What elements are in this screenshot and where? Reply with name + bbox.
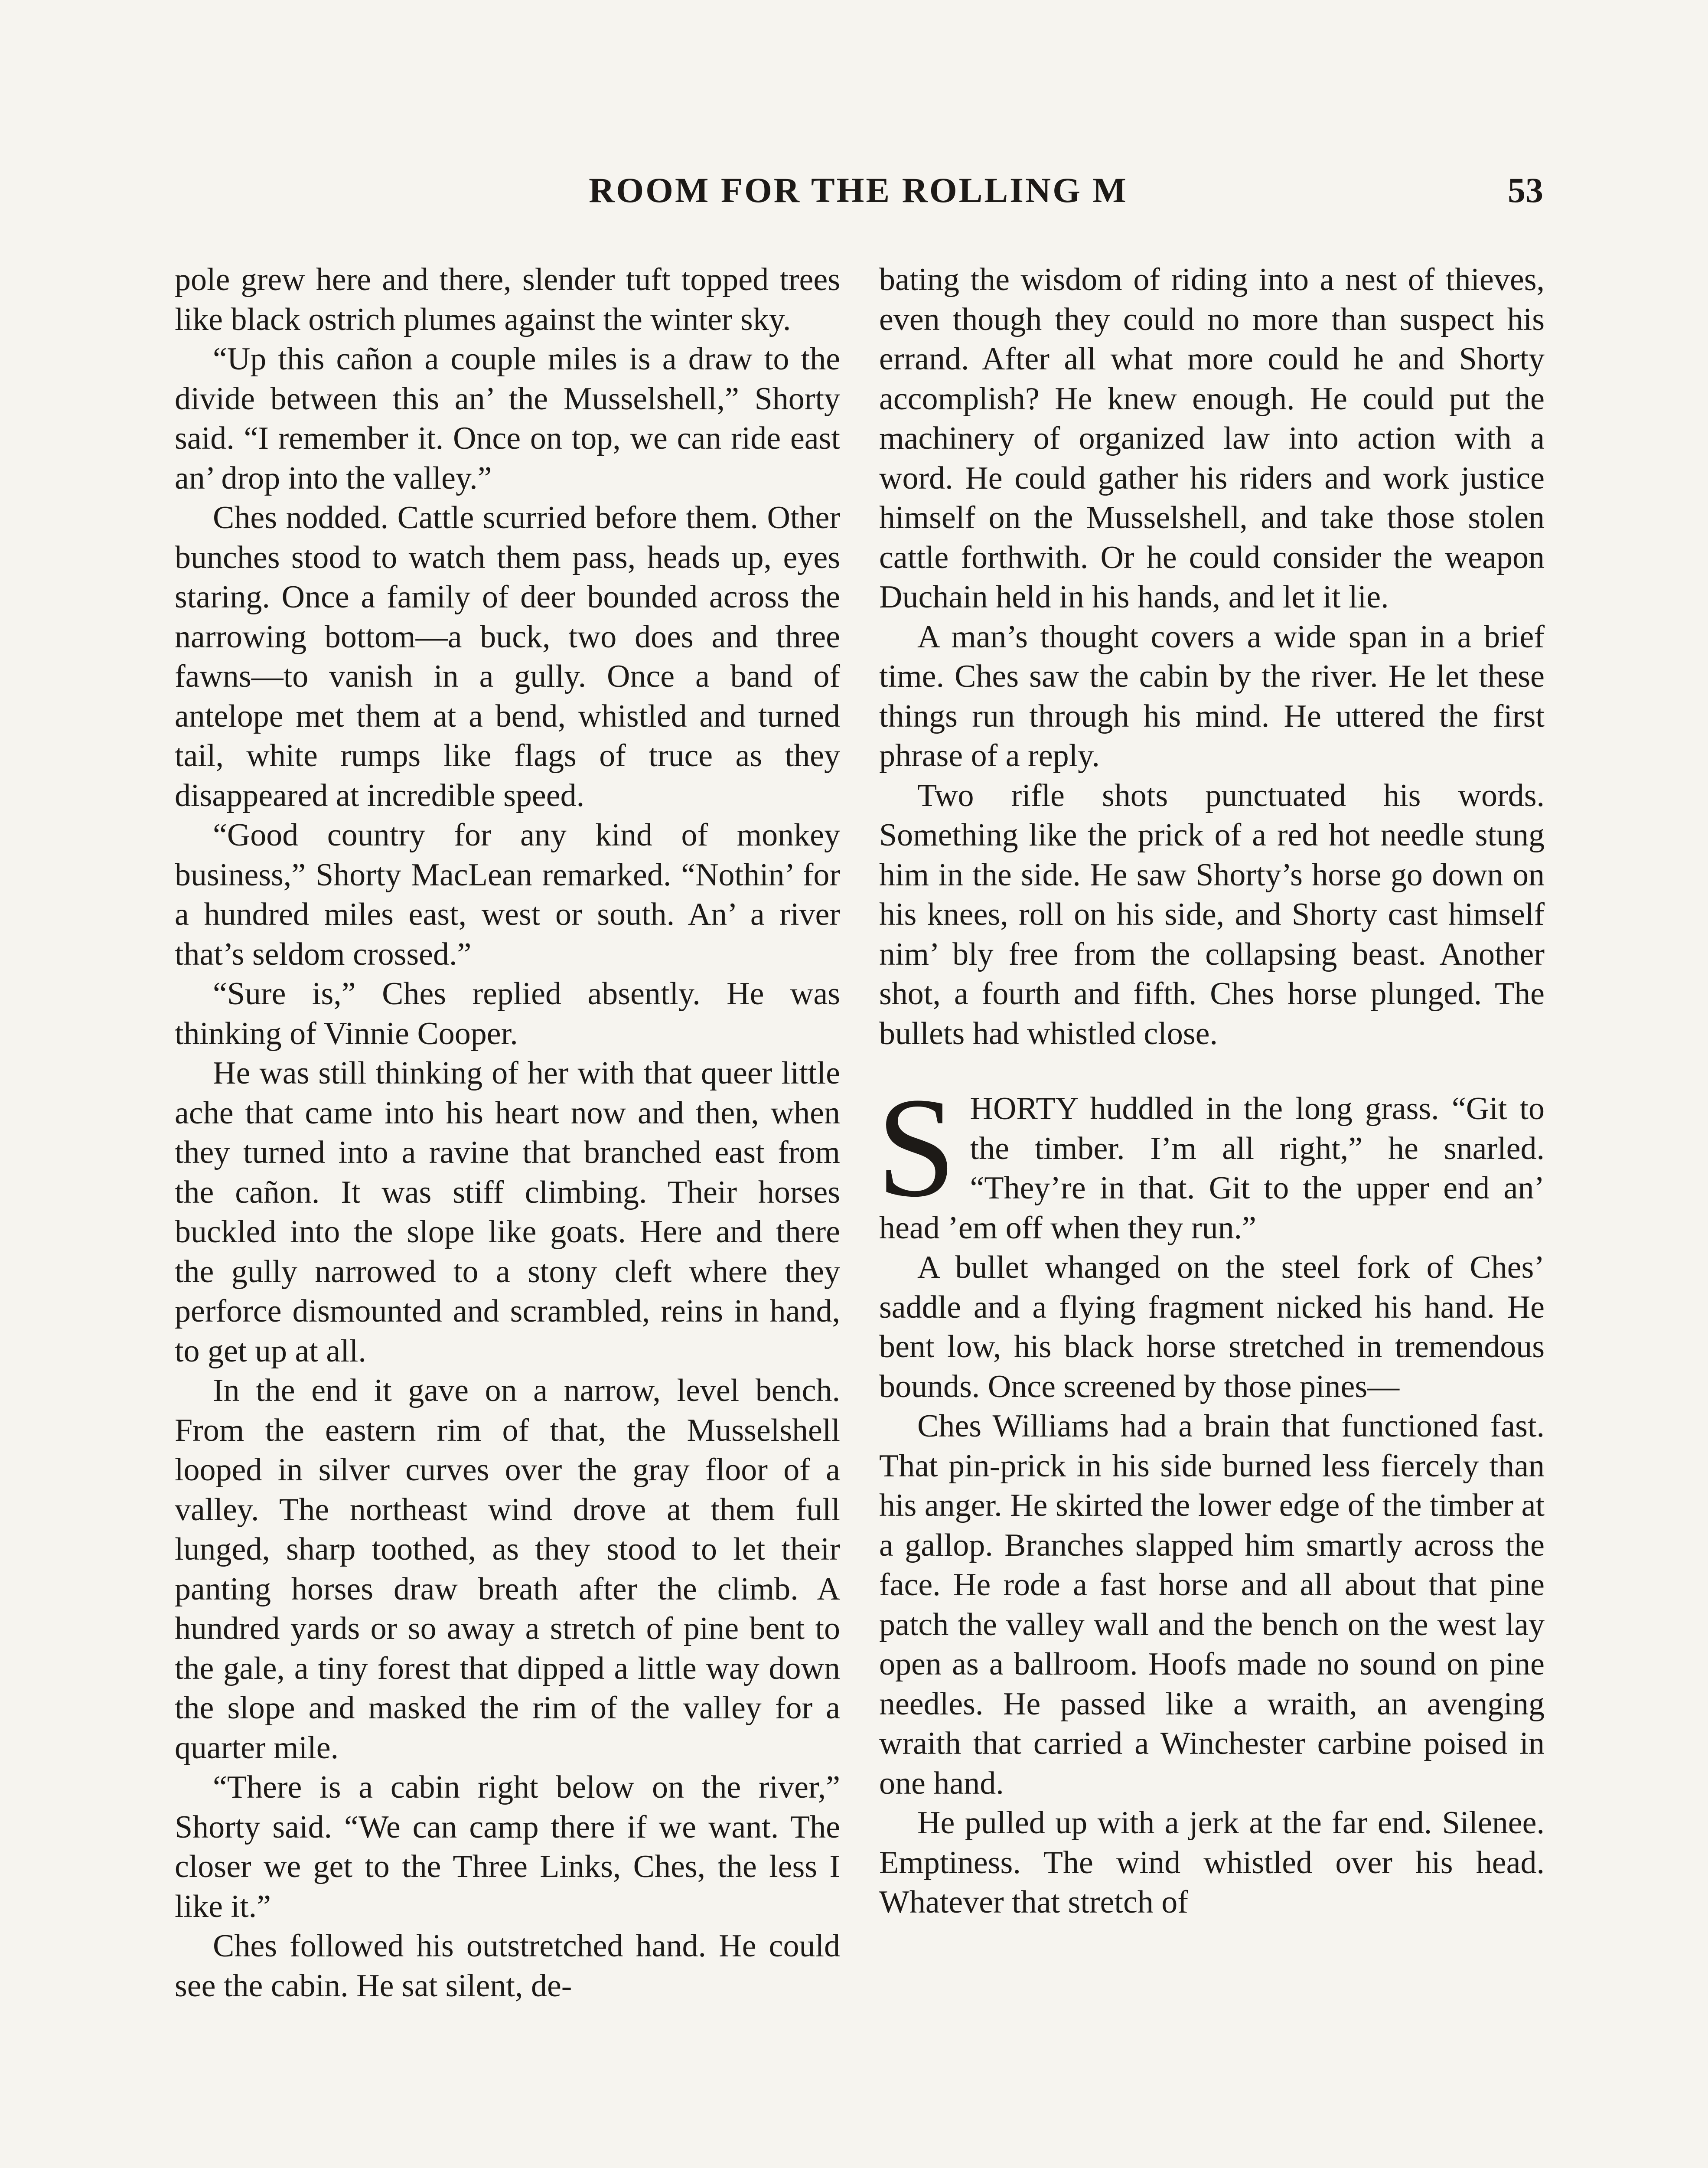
running-title: ROOM FOR THE ROLLING M bbox=[589, 170, 1128, 210]
paragraph: “There is a cabin right below on the river,” Shorty said. “We can camp there if we want. The closer we get to the Three Links, Ches, the less I like it.” bbox=[175, 1770, 840, 1924]
paragraph: Ches followed his outstretched hand. He could see the cabin. He sat silent, de- bbox=[175, 1928, 840, 2004]
paragraph: A man’s thought covers a wide span in a brief time. Ches saw the cabin by the river. He let these things run through his mind. He uttered the first phrase of a reply. bbox=[879, 619, 1545, 774]
paragraph: HORTY huddled in the long grass. “Git to the timber. I’m all right,” he snarled. “They’re in that. Git to the upper end an’ head ’em off when they run.” bbox=[879, 1091, 1545, 1246]
paragraph: Ches nodded. Cattle scurried before them. Other bunches stood to watch them pass, heads up, eyes staring. Once a family of deer bounded across the narrowing bottom—a buck, two does and three fawns—to vanish in a gully. Once a band of antelope met them at a bend, whistled and turned tail, white rumps like flags of truce as they disappeared at incredible speed. bbox=[175, 500, 840, 813]
paragraph: He pulled up with a jerk at the far end. Silenee. Emptiness. The wind whistled over his head. Whatever that stretch of bbox=[879, 1805, 1545, 1920]
paragraph: “Up this cañon a couple miles is a draw to the divide between this an’ the Musselshell,” Shorty said. “I remember it. Once on top, we can ride east an’ drop into the valley.” bbox=[175, 341, 840, 496]
page-number: 53 bbox=[1508, 170, 1543, 210]
drop-cap: S bbox=[877, 1068, 956, 1227]
left-column bbox=[175, 260, 840, 2006]
paragraph: A bullet whanged on the steel fork of Ches’ saddle and a flying fragment nicked his hand. He bent low, his black horse stretched in tremendous bounds. Once screened by those pines— bbox=[879, 1250, 1545, 1404]
paragraph: bating the wisdom of riding into a nest of thieves, even though they could no more than suspect his errand. After all what more could he and Shorty accomplish? He knew enough. He could put the machinery of organized law into action with a word. He could gather his riders and work justice himself on the Musselshell, and take those stolen cattle forthwith. Or he could consider the weapon Duchain held in his hands, and let it lie. bbox=[879, 262, 1545, 615]
paragraph: “Sure is,” Ches replied absently. He was thinking of Vinnie Cooper. bbox=[175, 976, 840, 1051]
paragraph: Ches Williams had a brain that functioned fast. That pin-prick in his side burned less fiercely than his anger. He skirted the lower edge of the timber at a gallop. Branches slapped him smartly across the face. He rode a fast horse and all about that pine patch the valley wall and the bench on the west lay open as a ballroom. Hoofs made no sound on pine needles. He passed like a wraith, an avenging wraith that carried a Winchester carbine poised in one hand. bbox=[879, 1408, 1545, 1801]
right-column bbox=[879, 260, 1545, 1923]
paragraph: pole grew here and there, slender tuft topped trees like black ostrich plumes against the winter sky. bbox=[175, 262, 840, 337]
paragraph: Two rifle shots punctuated his words. Something like the prick of a red hot needle stung him in the side. He saw Shorty’s horse go down on his knees, roll on his side, and Shorty cast himself nim’ bly free from the collapsing beast. Another shot, a fourth and fifth. Ches horse plunged. The bullets had whistled close. bbox=[879, 777, 1545, 1051]
page-header bbox=[173, 170, 1543, 222]
paragraph: “Good country for any kind of monkey business,” Shorty MacLean remarked. “Nothin’ for a hundred miles east, west or south. An’ a river that’s seldom crossed.” bbox=[175, 817, 840, 972]
paragraph: He was still thinking of her with that queer little ache that came into his heart now and then, when they turned into a ravine that branched east from the cañon. It was stiff climbing. Their horses buckled into the slope like goats. Here and there the gully narrowed to a stony cleft where they perforce dismounted and scrambled, reins in hand, to get up at all. bbox=[175, 1055, 840, 1369]
section-break-paragraph bbox=[877, 1068, 1545, 1248]
paragraph: In the end it gave on a narrow, level bench. From the eastern rim of that, the Musselshell looped in silver curves over the gray floor of a valley. The northeast wind drove at them full lunged, sharp toothed, as they stood to let their panting horses draw breath after the climb. A hundred yards or so away a stretch of pine bent to the gale, a tiny forest that dipped a little way down the slope and masked the rim of the valley for a quarter mile. bbox=[175, 1373, 840, 1766]
